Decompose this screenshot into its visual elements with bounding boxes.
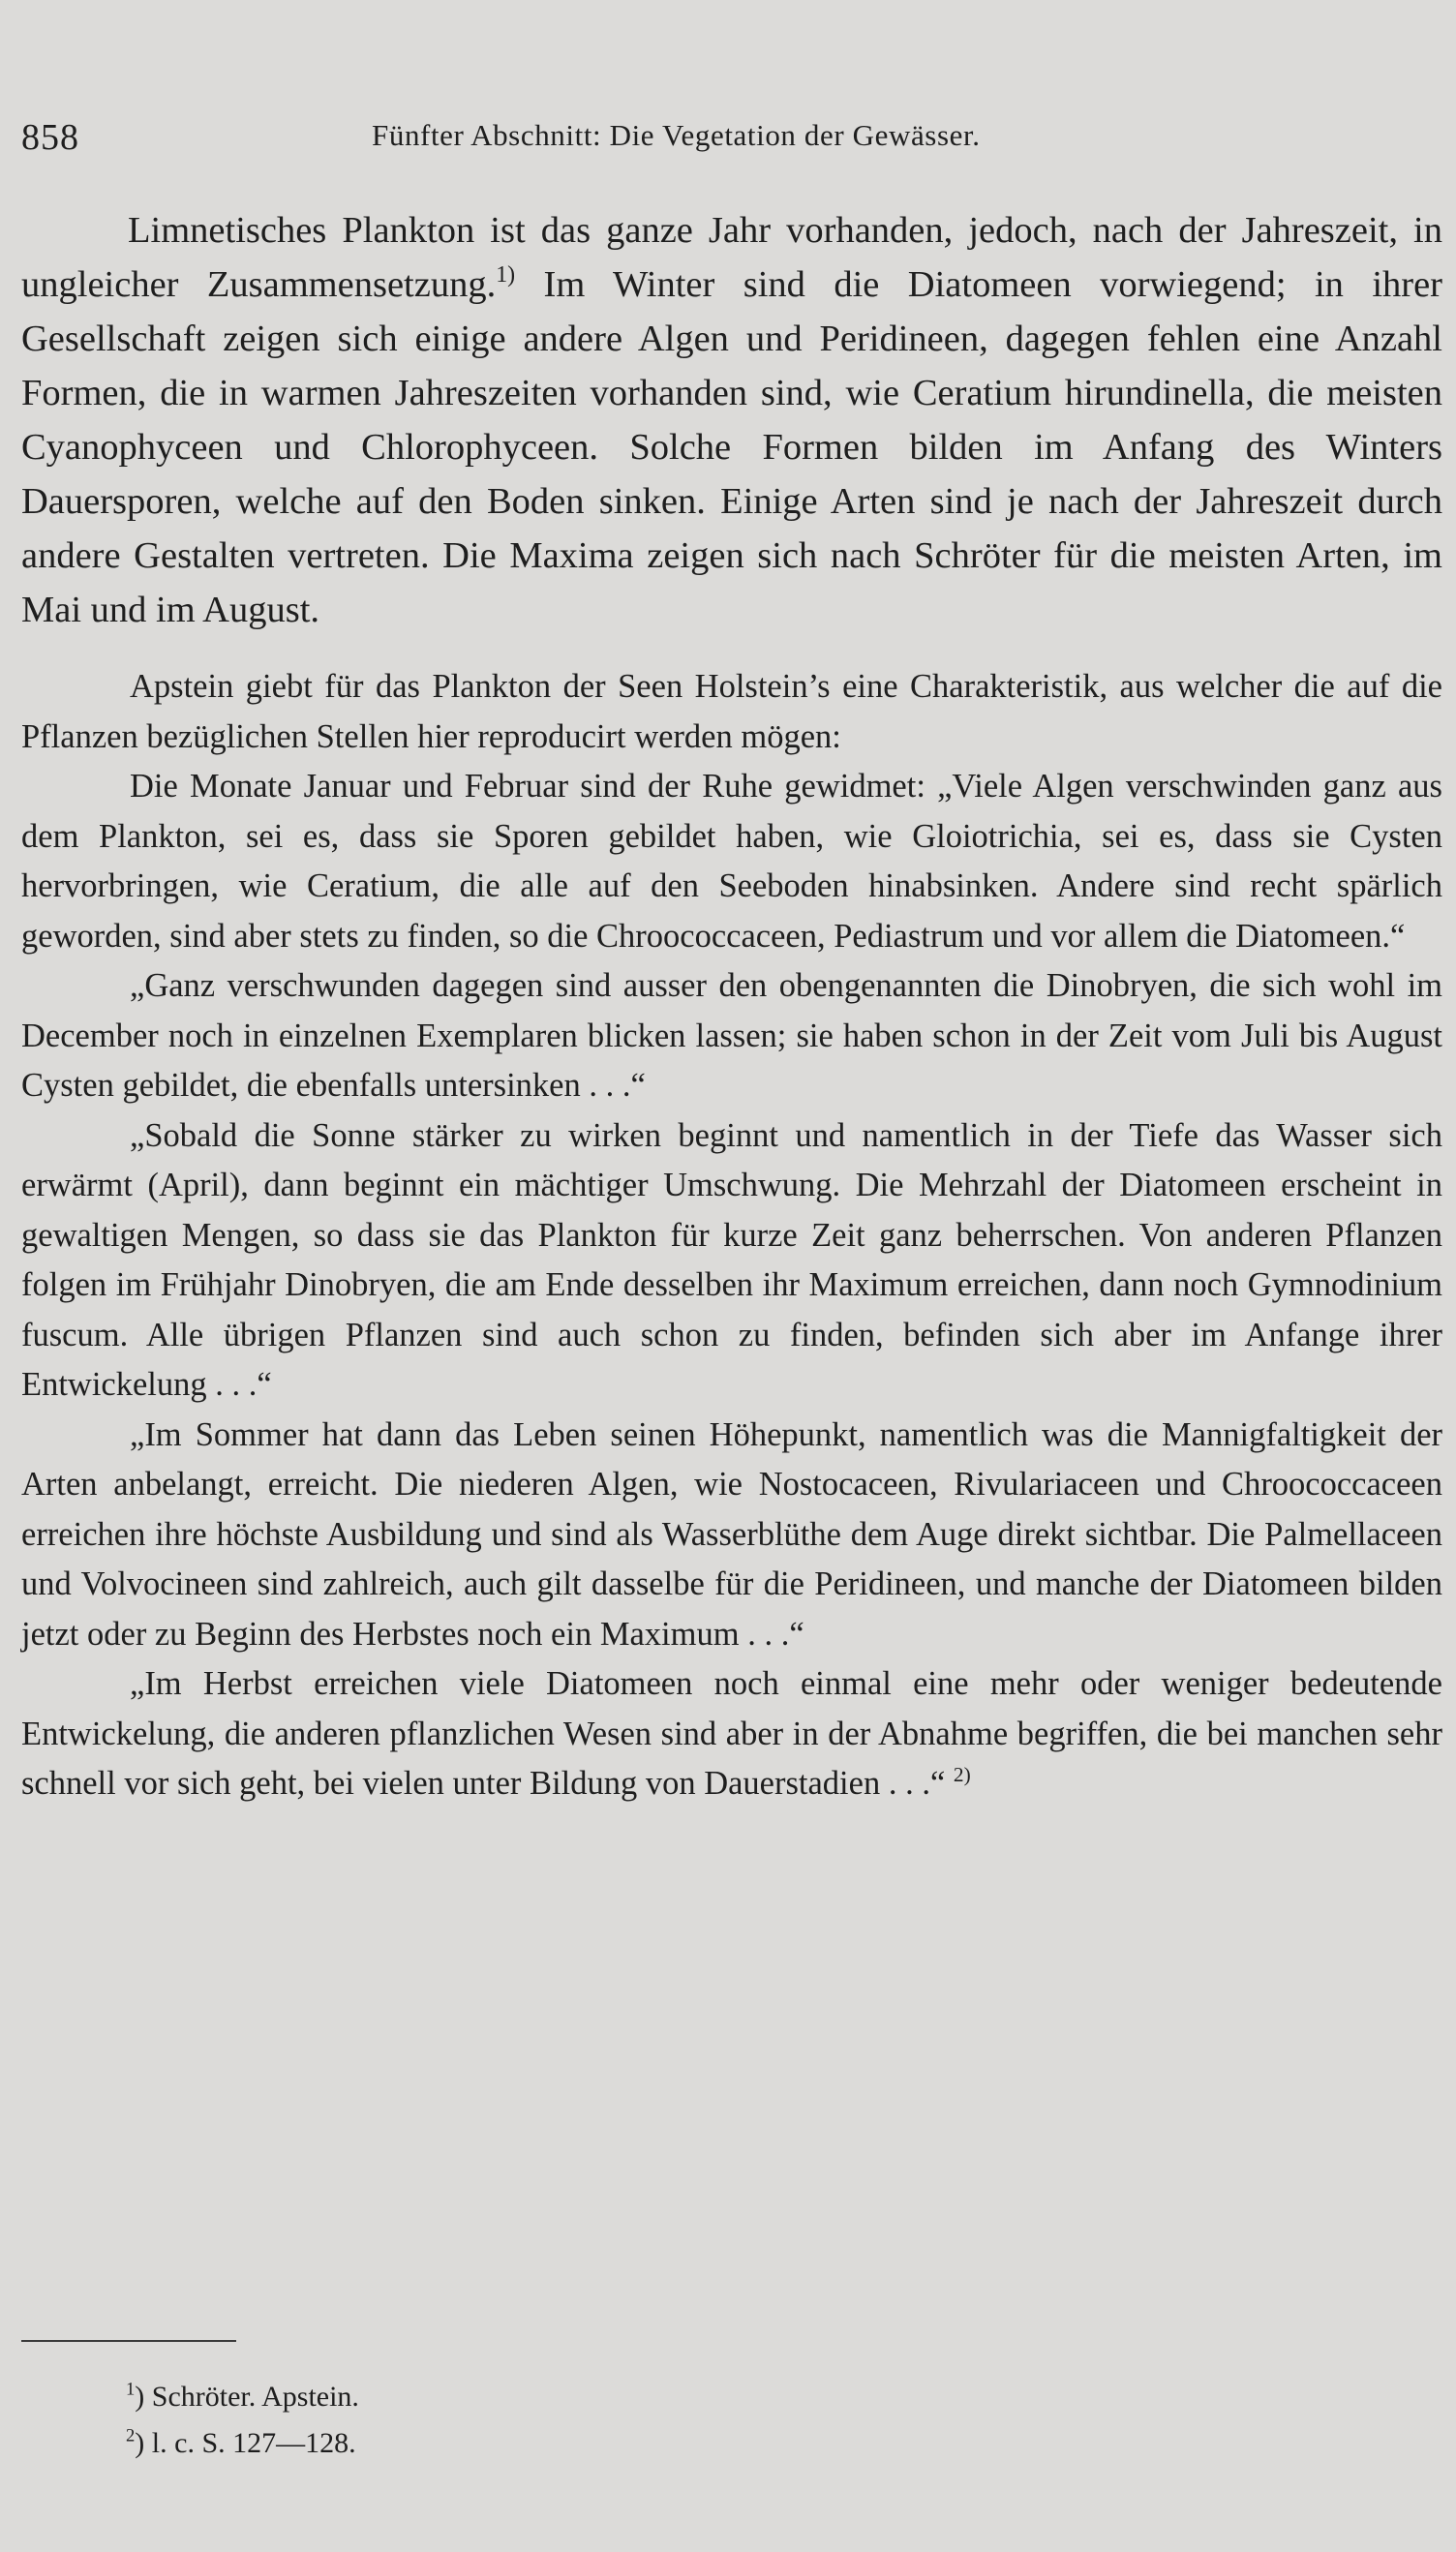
running-head: Fünfter Abschnitt: Die Vegetation der Gewässer.: [372, 118, 981, 152]
paragraph-summer-quote: „Im Sommer hat dann das Leben seinen Höhepunkt, namentlich was die Mannigfaltigkeit der Arten anbelangt, erreicht. Die niederen Algen, wie Nostocaceen, Rivulariaceen und Chroococcaceen erreichen ihre höchste Ausbildung und sind als Wasserblüthe dem Auge direkt sichtbar. Die Palmellaceen und Volvocineen sind zahlreich, auch gilt dasselbe für die Peridineen, und manche der Diatomeen bilden jetzt oder zu Beginn des Herbstes noch ein Maximum . . .“: [21, 1415, 1442, 1653]
page-header: [21, 108, 1444, 157]
paragraph-apstein-intro: Apstein giebt für das Plankton der Seen Holstein’s eine Charakteristik, aus welcher die auf die Pflanzen bezüglichen Stellen hier reproducirt werden mögen:: [21, 668, 1442, 755]
paragraph-gap: [21, 637, 1442, 662]
body-text: [21, 203, 1442, 1809]
paragraph-spring-quote: „Sobald die Sonne stärker zu wirken beginnt und namentlich in der Tiefe das Wasser sich erwärmt (April), dann beginnt ein mächtiger Umschwung. Die Mehrzahl der Diatomeen erscheint in gewaltigen Mengen, so dass sie das Plankton für kurze Zeit ganz beherrschen. Von anderen Pflanzen folgen im Frühjahr Dinobryen, die am Ende desselben ihr Maximum erreichen, dann noch Gymnodinium fuscum. Alle übrigen Pflanzen sind auch schon zu finden, befinden sich aber im Anfange ihrer Entwickelung . . .“: [21, 1116, 1442, 1403]
footnote-1: $^1$) Schröter. Apstein.: [126, 2379, 359, 2413]
paragraph-limnetic-plankton: Limnetisches Plankton ist das ganze Jahr vorhanden, jedoch, nach der Jahreszeit, in ungleicher Zusammensetzung.$^{1)}$ Im Winter sind die Diatomeen vorwiegend; in ihrer Gesellschaft zeigen sich einige andere Algen und Peridineen, dagegen fehlen eine Anzahl Formen, die in warmen Jahreszeiten vorhanden sind, wie Ceratium hirundinella, die meisten Cyanophyceen und Chlorophyceen. Solche Formen bilden im Anfang des Winters Dauersporen, welche auf den Boden sinken. Einige Arten sind je nach der Jahreszeit durch andere Gestalten vertreten. Die Maxima zeigen sich nach Schröter für die meisten Arten, im Mai und im August.: [21, 210, 1443, 630]
paragraph-winter-quote: Die Monate Januar und Februar sind der Ruhe gewidmet: „Viele Algen verschwinden ganz aus dem Plankton, sei es, dass sie Sporen gebildet haben, wie Gloiotrichia, sei es, dass sie Cysten hervorbringen, wie Ceratium, die alle auf den Seeboden hinabsinken. Andere sind recht spärlich geworden, sind aber stets zu finden, so die Chroococcaceen, Pediastrum und vor allem die Diatomeen.“: [21, 768, 1442, 955]
paragraph-dinobryen-quote: „Ganz verschwunden dagegen sind ausser den obengenannten die Dinobryen, die sich wohl im December noch in einzelnen Exemplaren blicken lassen; sie haben schon in der Zeit vom Juli bis August Cysten gebildet, die ebenfalls untersinken . . .“: [21, 967, 1442, 1104]
paragraph-autumn-quote: „Im Herbst erreichen viele Diatomeen noch einmal eine mehr oder weniger bedeutende Entwickelung, die anderen pflanzlichen Wesen sind aber in der Abnahme begriffen, die bei manchen sehr schnell vor sich geht, bei vielen unter Bildung von Dauerstadien . . .“ $^{2)}$: [21, 1665, 1442, 1802]
footnote-ref-2: 2): [953, 1762, 971, 1786]
page-number: 858: [21, 117, 79, 158]
footnote-ref-1: 1): [496, 262, 516, 289]
footnotes: [21, 2374, 1377, 2467]
footnote-2: $^2$) l. c. S. 127—128.: [126, 2425, 356, 2459]
footnote-rule: [21, 2340, 236, 2342]
